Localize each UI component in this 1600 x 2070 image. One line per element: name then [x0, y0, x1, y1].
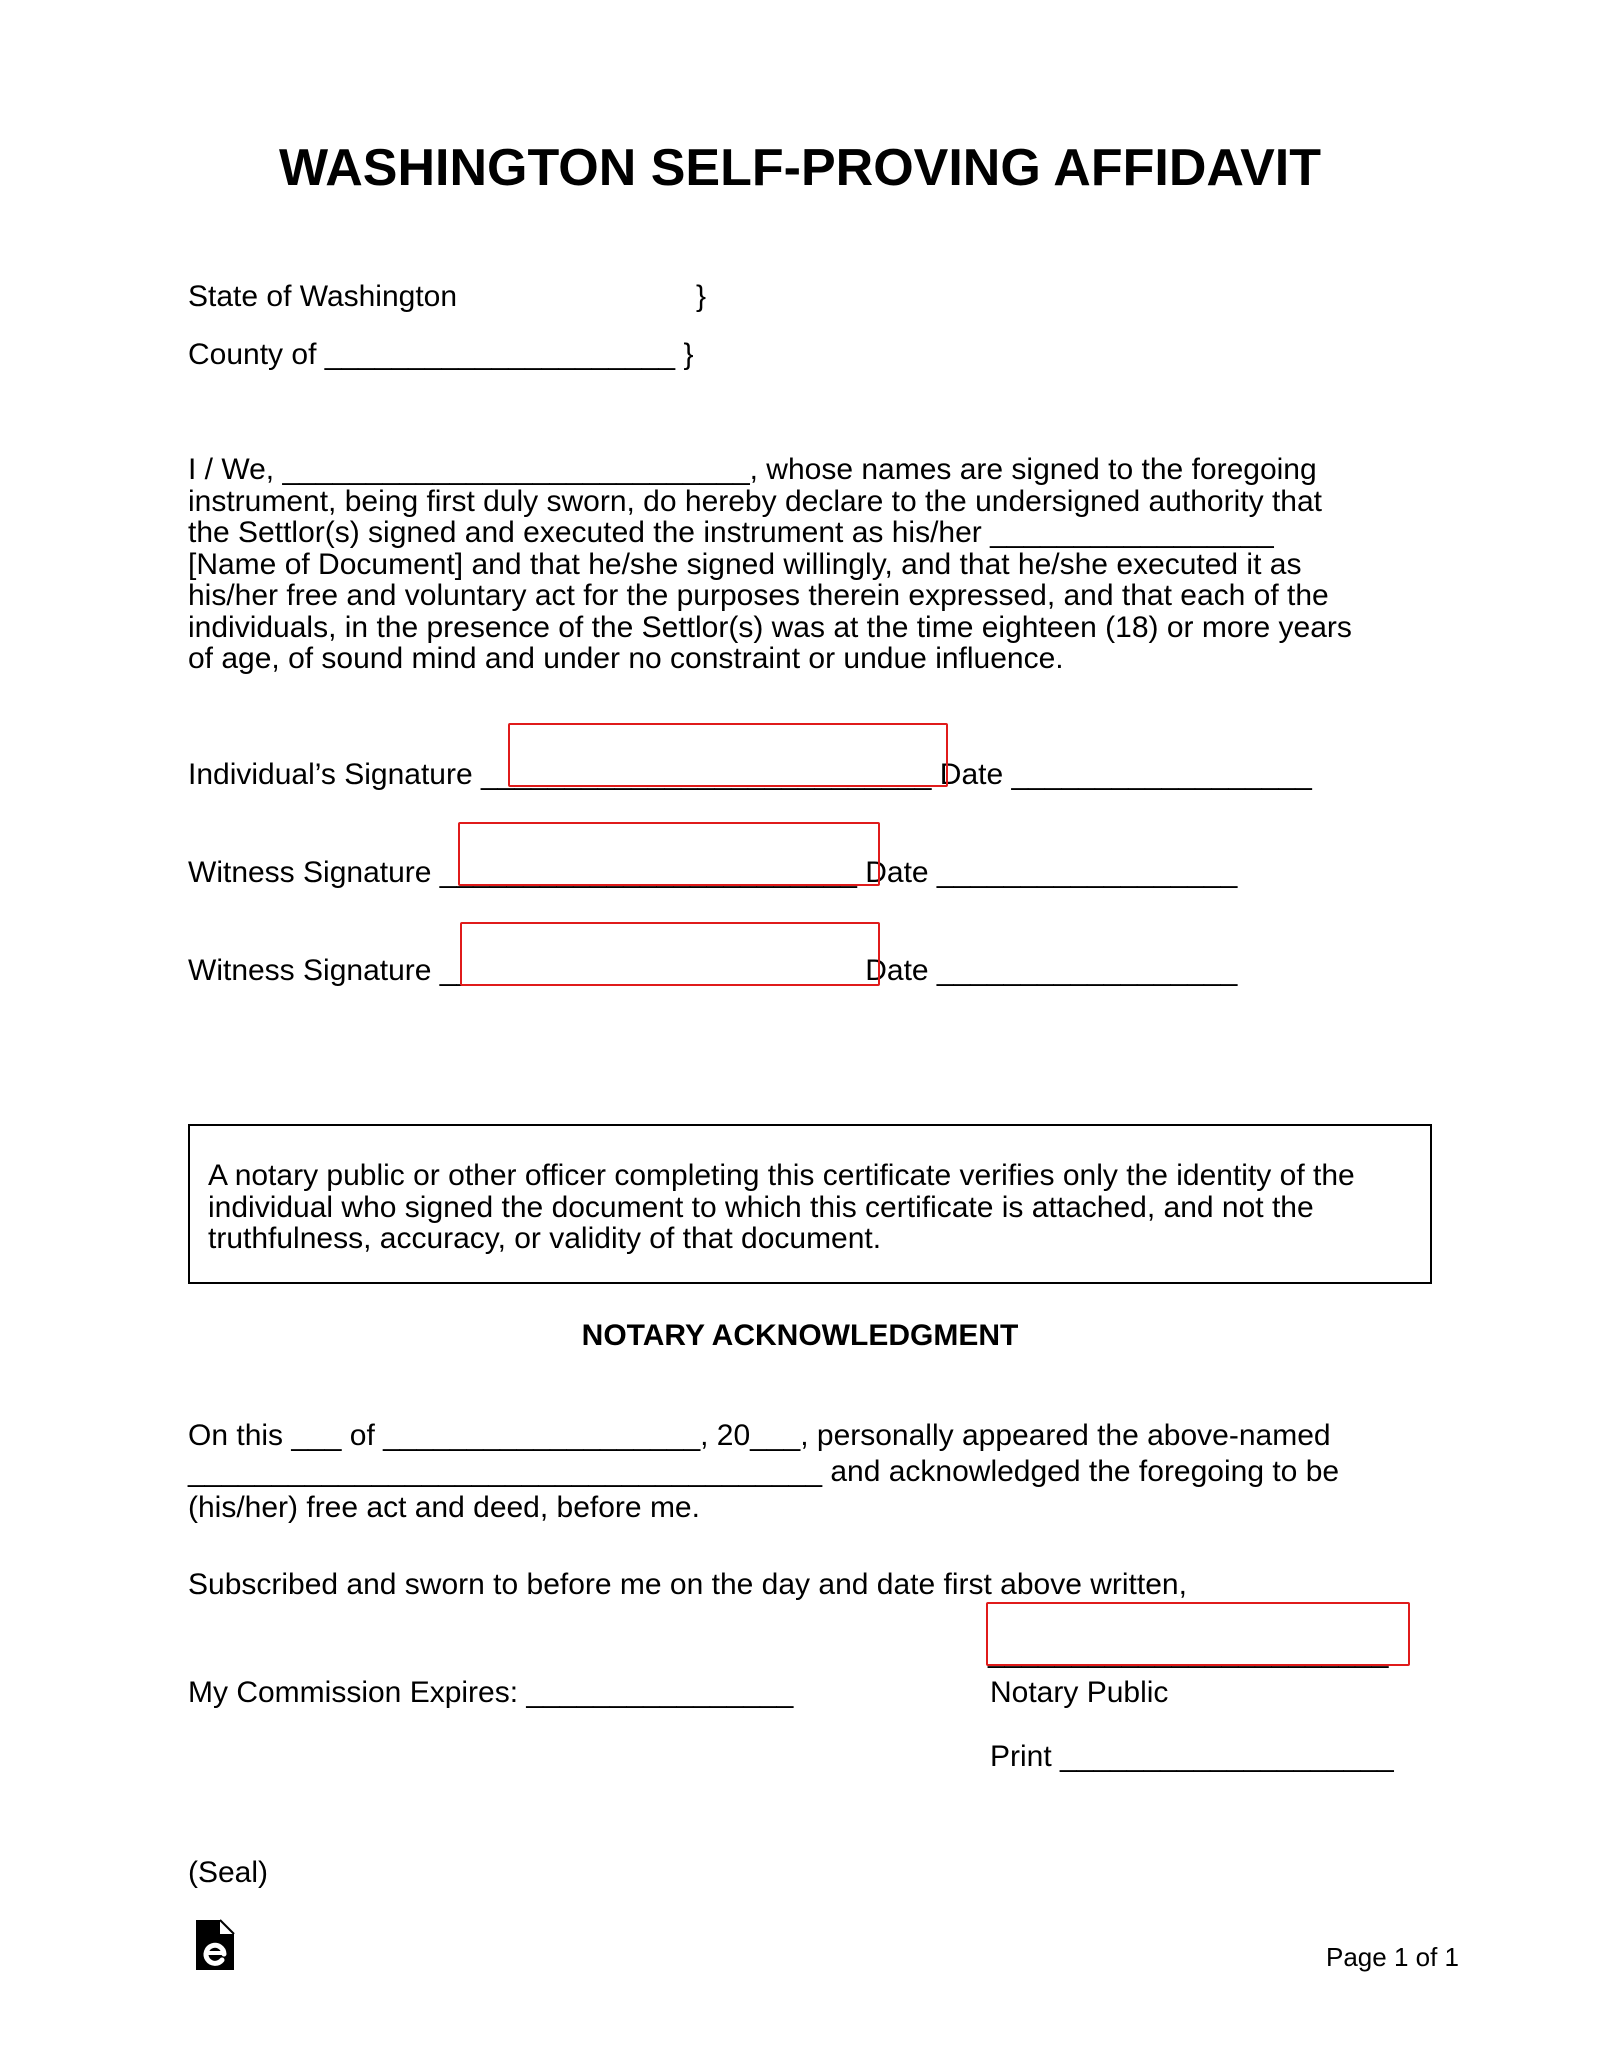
declaration-line: individuals, in the presence of the Settlor(s) was at the time eighteen (18) or more years [188, 610, 1352, 644]
notice-line: A notary public or other officer completing this certificate verifies only the identity of the [208, 1159, 1355, 1192]
document-title: WASHINGTON SELF-PROVING AFFIDAVIT [279, 139, 1321, 197]
seal-label: (Seal) [188, 1856, 269, 1889]
appearance-line: On this ___ of ___________________, 20___, personally appeared the above-named [188, 1419, 1331, 1452]
eforms-logo-icon [194, 1918, 236, 1972]
appearance-line: (his/her) free act and deed, before me. [188, 1491, 700, 1524]
witness-1-signature-field[interactable] [458, 822, 880, 886]
commission-expires-line: My Commission Expires: ________________ [188, 1676, 794, 1709]
declaration-line: the Settlor(s) signed and executed the instrument as his/her _________________ [188, 516, 1274, 549]
declaration-line: [Name of Document] and that he/she signed willingly, and that he/she executed it as [188, 547, 1302, 581]
notary-appearance-paragraph [188, 1418, 1438, 1526]
notary-signature-field[interactable] [986, 1602, 1410, 1666]
witness-2-signature-field[interactable] [460, 922, 880, 986]
notice-line: individual who signed the document to which this certificate is attached, and not the [208, 1190, 1314, 1224]
declaration-line: I / We, ____________________________, whose names are signed to the foregoing [188, 453, 1317, 486]
state-line: State of Washington [188, 280, 458, 313]
declaration-line: of age, of sound mind and under no constraint or undue influence. [188, 642, 1064, 675]
county-line: County of _____________________ } [188, 338, 694, 371]
page-number: Page 1 of 1 [1326, 1942, 1459, 1972]
state-brace: } [696, 280, 707, 313]
notary-public-label: Notary Public [990, 1676, 1169, 1709]
declaration-line: instrument, being first duly sworn, do hereby declare to the undersigned authority that [188, 484, 1322, 518]
witness-1-signature-line: Witness Signature _________________________ Date __________________ [188, 856, 1238, 889]
declaration-line: his/her free and voluntary act for the purposes therein expressed, and that each of the [188, 579, 1329, 612]
notary-acknowledgment-heading: NOTARY ACKNOWLEDGMENT [581, 1319, 1019, 1352]
notary-signature-line: ________________________ [988, 1636, 1389, 1669]
appearance-line: ______________________________________ and acknowledged the foregoing to be [188, 1455, 1340, 1488]
notice-line: truthfulness, accuracy, or validity of that document. [208, 1222, 882, 1255]
notary-print-line: Print ____________________ [990, 1740, 1394, 1773]
individual-signature-line: Individual’s Signature ___________________________ Date __________________ [188, 758, 1312, 791]
individual-signature-field[interactable] [508, 723, 948, 787]
witness-2-signature-line: Witness Signature _________________________ Date __________________ [188, 954, 1238, 987]
notary-notice-text [208, 1160, 1355, 1255]
declaration-paragraph [188, 454, 1438, 675]
subscribed-sworn-text: Subscribed and sworn to before me on the day and date first above written, [188, 1568, 1187, 1601]
notary-notice-box [188, 1124, 1432, 1284]
